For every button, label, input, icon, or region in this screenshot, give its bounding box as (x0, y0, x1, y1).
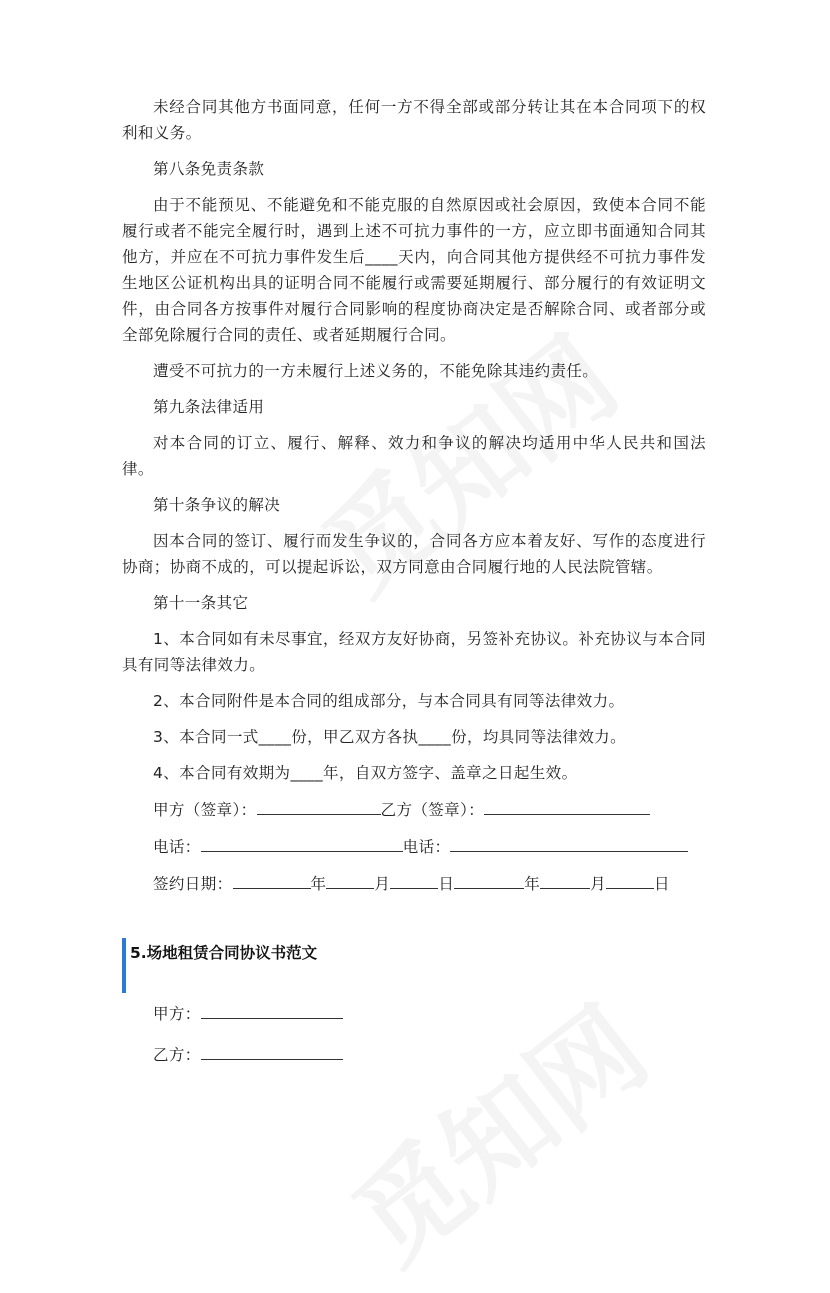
party-b-blank[interactable] (201, 1041, 343, 1060)
sign-date-label: 签约日期： (153, 875, 233, 893)
article-11-heading: 第十一条其它 (153, 594, 249, 612)
party-b-row (122, 1041, 706, 1068)
day-blank-a[interactable] (390, 870, 438, 889)
party-lines (122, 1000, 706, 1082)
section-title-text: 5.场地租赁合同协议书范文 (130, 944, 318, 962)
clause-4: 4、本合同有效期为____年，自双方签字、盖章之日起生效。 (153, 764, 578, 782)
date-row (122, 870, 706, 897)
party-a-phone-blank[interactable] (201, 833, 403, 852)
signature-row (122, 796, 706, 823)
party-b-phone-label: 电话： (402, 838, 451, 856)
party-a-signature-blank[interactable] (257, 796, 381, 815)
paragraph-transfer: 未经合同其他方书面同意，任何一方不得全部或部分转让其在本合同项下的权利和义务。 (122, 98, 706, 142)
month-blank-b[interactable] (540, 870, 590, 889)
day-label-a: 日 (438, 875, 455, 893)
article-10-heading: 第十条争议的解决 (153, 496, 281, 514)
article-9-heading: 第九条法律适用 (153, 398, 265, 416)
party-a-phone-label: 电话： (153, 838, 201, 856)
clause-2: 2、本合同附件是本合同的组成部分，与本合同具有同等法律效力。 (153, 692, 625, 710)
year-label-a: 年 (310, 875, 327, 893)
party-a-blank[interactable] (201, 1000, 343, 1019)
year-blank-a[interactable] (233, 870, 311, 889)
party-a-signature-label: 甲方（签章）： (153, 801, 257, 819)
day-label-b: 日 (654, 875, 670, 893)
month-blank-a[interactable] (326, 870, 374, 889)
party-b-label: 乙方： (153, 1046, 201, 1064)
month-label-b: 月 (590, 875, 607, 893)
paragraph-force-majeure: 由于不能预见、不能避免和不能克服的自然原因或社会原因，致使本合同不能履行或者不能完全履行时，遇到上述不可抗力事件的一方，应立即书面通知合同其他方，并应在不可抗力事件发生后____天内，向合同其他方提供经不可抗力事件发生地区公证机构出具的证明合同不能履行或需要延期履行、部分履行的有效证明文件，由合同各方按事件对履行合同影响的程度协商决定是否解除合同、或者部分或全部免除履行合同的责任、或者延期履行合同。 (122, 196, 706, 344)
day-blank-b[interactable] (606, 870, 654, 889)
clause-3: 3、本合同一式____份，甲乙双方各执____份，均具同等法律效力。 (153, 728, 626, 746)
party-b-phone-blank[interactable] (450, 833, 688, 852)
phone-row (122, 833, 706, 860)
party-b-signature-blank[interactable] (484, 796, 650, 815)
party-a-row (122, 1000, 706, 1027)
year-blank-b[interactable] (454, 870, 524, 889)
party-b-signature-label: 乙方（签章）： (380, 801, 485, 819)
article-8-heading: 第八条免责条款 (153, 160, 265, 178)
year-label-b: 年 (524, 875, 541, 893)
contract-body (122, 94, 706, 907)
paragraph-applicable-law: 对本合同的订立、履行、解释、效力和争议的解决均适用中华人民共和国法律。 (122, 434, 706, 478)
paragraph-liability: 遭受不可抗力的一方未履行上述义务的，不能免除其违约责任。 (153, 362, 599, 380)
section-title (122, 938, 317, 993)
month-label-a: 月 (374, 875, 391, 893)
paragraph-dispute: 因本合同的签订、履行而发生争议的，合同各方应本着友好、写作的态度进行协商；协商不成的，可以提起诉讼，双方同意由合同履行地的人民法院管辖。 (122, 532, 706, 576)
clause-1: 1、本合同如有未尽事宜，经双方友好协商，另签补充协议。补充协议与本合同具有同等法律效力。 (122, 630, 706, 674)
party-a-label: 甲方： (153, 1005, 201, 1023)
